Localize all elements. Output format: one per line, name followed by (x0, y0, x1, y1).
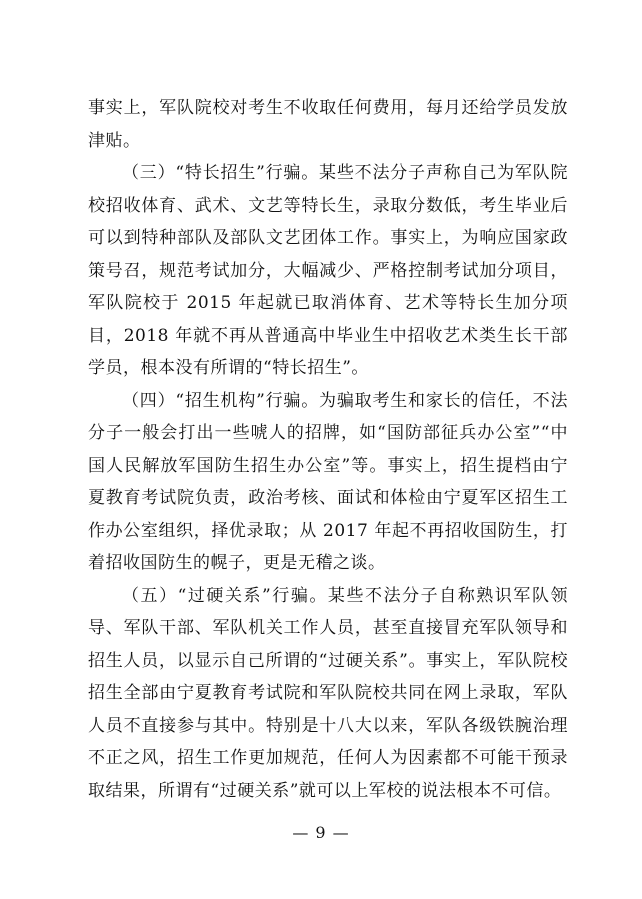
paragraph-strong-connections: （五）“过硬关系”行骗。某些不法分子自称熟识军队领导、军队干部、军队机关工作人员，甚至直接冒充军队领导和招生人员，以显示自己所谓的“过硬关系”。事实上，军队院校招生全部由宁夏教育考试院和军队院校共同在网上录取，军队人员不直接参与其中。特别是十八大以来，军队各级铁腕治理不正之风，招生工作更加规范，任何人为因素都不可能干预录取结果，所谓有“过硬关系”就可以上军校的说法根本不可信。 (88, 585, 568, 801)
paragraph-specialty-recruitment: （三）“特长招生”行骗。某些不法分子声称自己为军队院校招收体育、武术、文艺等特长生，录取分数低，考生毕业后可以到特种部队及部队文艺团体工作。事实上，为响应国家政策号召，规范考试加分，大幅减少、严格控制考试加分项目，军队院校于 2015 年起就已取消体育、艺术等特长生加分项目，2018 年就不再从普通高中毕业生中招收艺术类生长干部学员，根本没有所谓的“特长招生”。 (88, 163, 568, 378)
page-body (88, 92, 568, 807)
page-number: — 9 — (292, 823, 350, 842)
paragraph-recruitment-agency: （四）“招生机构”行骗。为骗取考生和家长的信任，不法分子一般会打出一些唬人的招牌，如“国防部征兵办公室”“中国人民解放军国防生招生办公室”等。事实上，招生提档由宁夏教育考试院负责，政治考核、面试和体检由宁夏军区招生工作办公室组织，择优录取；从 2017 年起不再招收国防生，打着招收国防生的幌子，更是无稽之谈。 (88, 390, 568, 573)
paragraph-continuation: 事实上，军队院校对考生不收取任何费用，每月还给学员发放津贴。 (88, 98, 568, 151)
